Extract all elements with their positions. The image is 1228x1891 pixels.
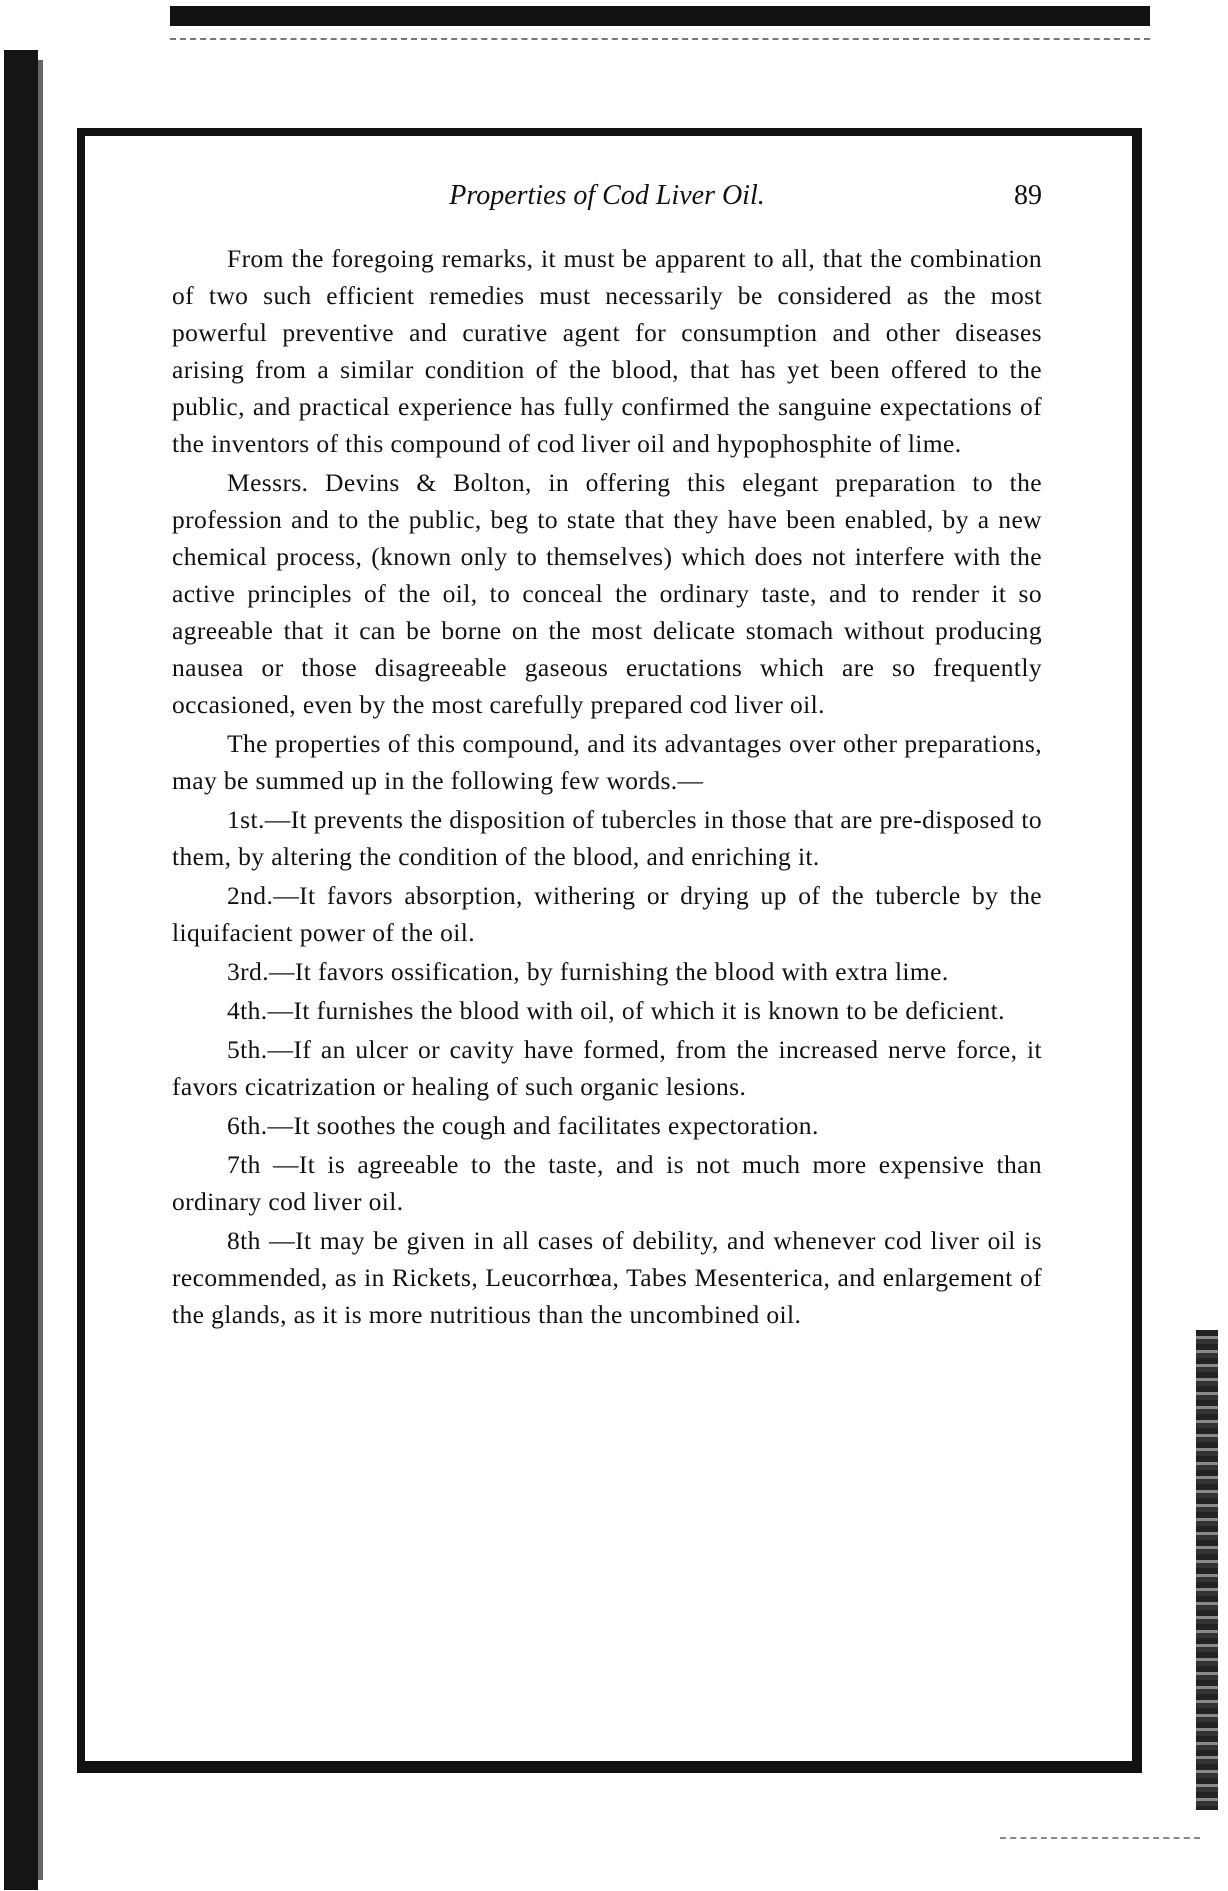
scan-edge-top [170,6,1150,26]
list-item-2nd: 2nd.—It favors absorption, withering or drying up of the tubercle by the liquifacient power of the oil. [172,881,1042,947]
running-header [172,180,1042,230]
page-number: 89 [1014,180,1042,211]
scan-edge-bottom [1000,1837,1200,1841]
page-body [172,240,1042,1333]
scan-edge-top-dashes [170,38,1150,42]
paragraph-intro: From the foregoing remarks, it must be apparent to all, that the combination of two such efficient remedies must necessarily be considered as the most powerful preventive and curative agent for consumption and other diseases arising from a similar condition of the blood, that has yet been offered to the public, and practical experience has fully confirmed the sanguine expectations of the inventors of this compound of cod liver oil and hypophosphite of lime. [172,244,1042,458]
page-content [172,180,1042,1335]
list-item-4th: 4th.—It furnishes the blood with oil, of which it is known to be deficient. [227,996,1005,1025]
list-item-3rd: 3rd.—It favors ossification, by furnishing the blood with extra lime. [227,957,949,986]
running-title: Properties of Cod Liver Oil. [449,180,765,211]
list-item-6th: 6th.—It soothes the cough and facilitates expectoration. [227,1111,819,1140]
list-item-8th: 8th —It may be given in all cases of debility, and whenever cod liver oil is recommended, as in Rickets, Leucorrhœa, Tabes Mesenterica, and enlargement of the glands, as it is more nutritious than the uncombined oil. [172,1226,1042,1329]
list-item-5th: 5th.—If an ulcer or cavity have formed, from the increased nerve force, it favors cicatrization or healing of such organic lesions. [172,1035,1042,1101]
list-item-7th: 7th —It is agreeable to the taste, and is not much more expensive than ordinary cod liver oil. [172,1150,1042,1216]
paragraph-properties: The properties of this compound, and its advantages over other preparations, may be summed up in the following few words.— [172,729,1042,795]
scan-edge-left [4,50,38,1890]
paragraph-messrs: Messrs. Devins & Bolton, in offering this elegant preparation to the profession and to the public, beg to state that they have been enabled, by a new chemical process, (known only to themselves) which does not interfere with the active principles of the oil, to conceal the ordinary taste, and to render it so agreeable that it can be borne on the most delicate stomach without producing nausea or those disagreeable gaseous eructations which are so frequently occasioned, even by the most carefully prepared cod liver oil. [172,468,1042,719]
scan-edge-right [1196,1330,1218,1810]
scan-edge-left-inner [38,60,43,1880]
list-item-1st: 1st.—It prevents the disposition of tubercles in those that are pre-disposed to them, by altering the condition of the blood, and enriching it. [172,805,1042,871]
